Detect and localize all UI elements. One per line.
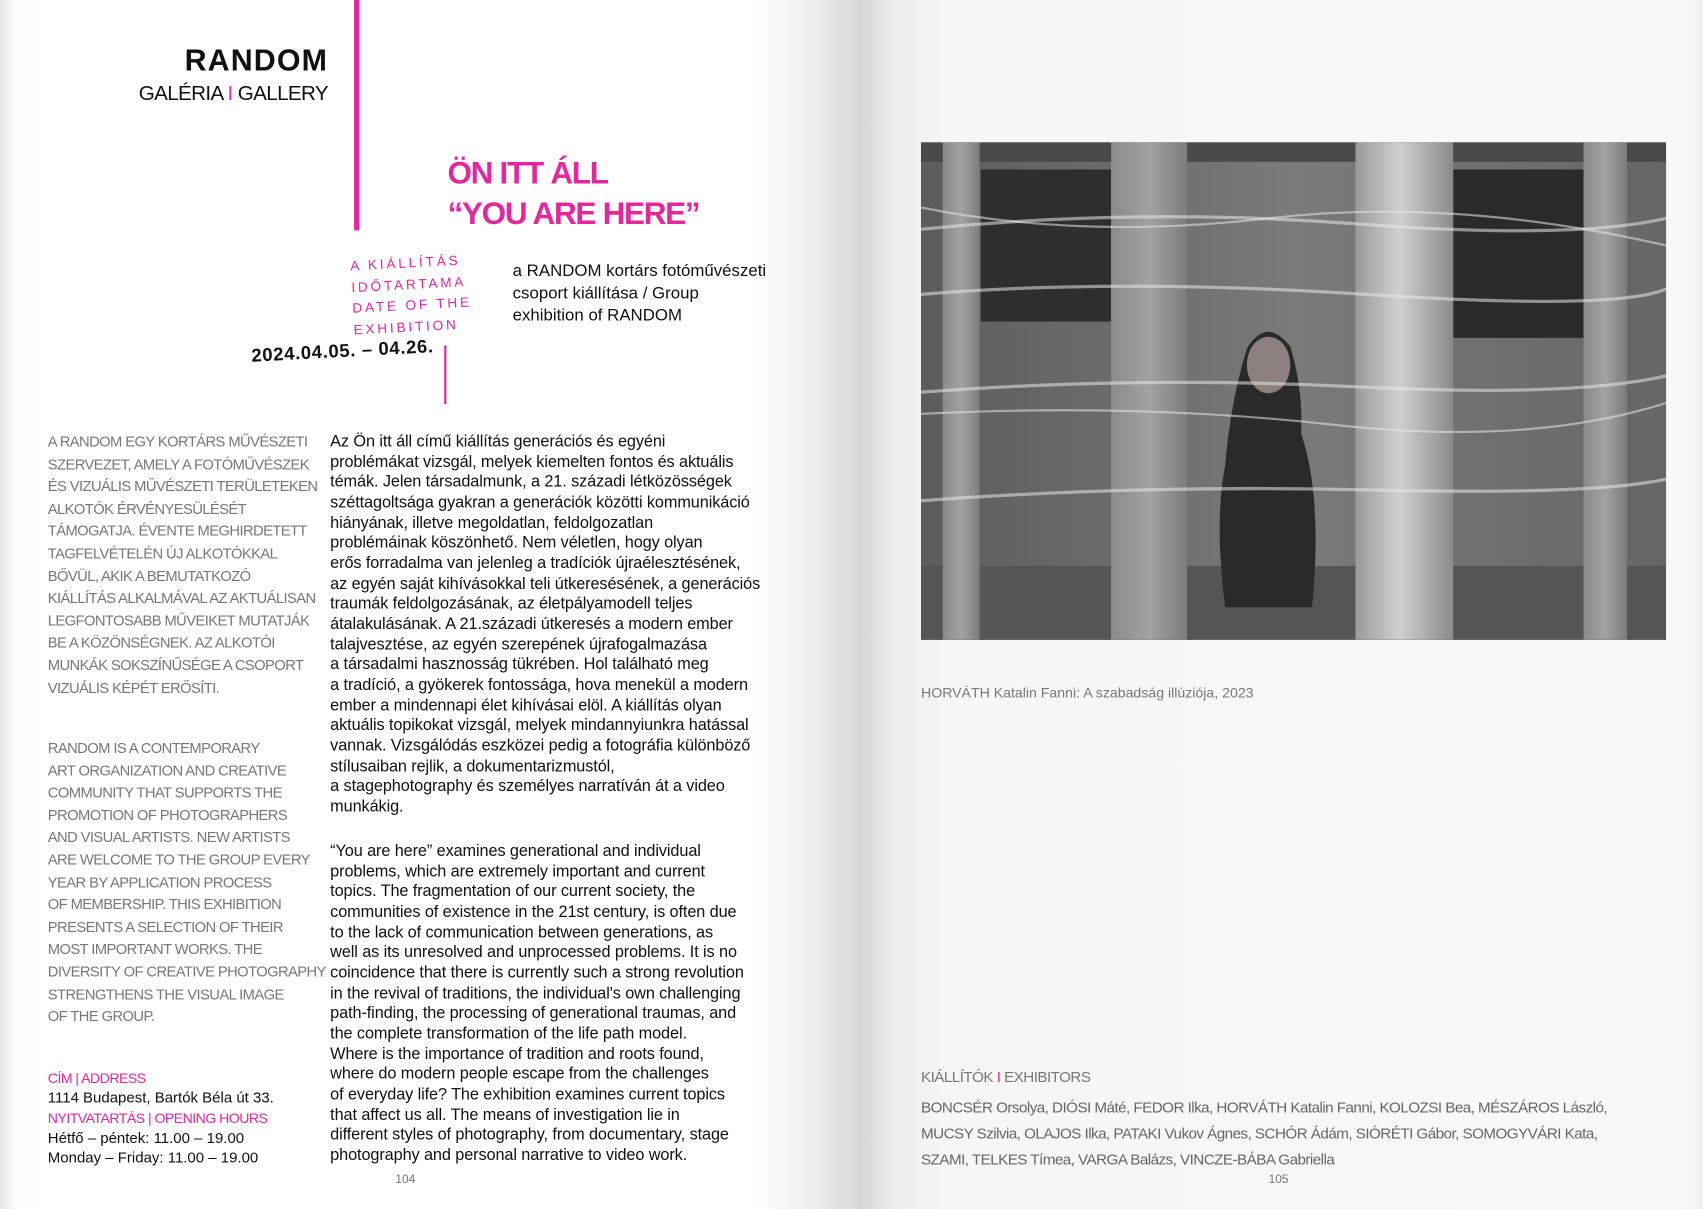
text-line: csoport kiállítása / Group — [512, 284, 699, 303]
body-en — [330, 842, 744, 1166]
text-line: PRESENTS A SELECTION OF THEIR — [47, 918, 283, 936]
text-line: átalakulásának. A 21.századi útkeresés a modern ember — [330, 614, 733, 634]
text-line: a RANDOM kortárs fotóművészeti — [512, 261, 767, 281]
separator: I — [227, 82, 233, 106]
text-line: aktuális topikokat vizsgál, melyek mindannyiunkra hatással — [330, 716, 749, 735]
text-line: erős forradalma van jelenleg a tradíciók újraélesztésének, — [330, 553, 741, 573]
text-line: problémákat vizsgál, melyek kiemelten fontos és aktuális — [330, 452, 734, 472]
text-line: IDŐTARTAMA — [350, 273, 467, 295]
separator: I — [996, 1067, 1001, 1086]
text-line: BONCSÉR Orsolya, DIÓSI Máté, FEDOR Ilka, HORVÁTH Katalin Fanni, KOLOZSI Bea, MÉSZÁROS László, — [921, 1098, 1608, 1116]
accent-bar — [354, 0, 359, 230]
text-line: TÁMOGATJA. ÉVENTE MEGHIRDETETT — [47, 522, 307, 540]
text-line: YEAR BY APPLICATION PROCESS — [47, 873, 272, 891]
text-line: path-finding, the processing of generational traumas, and — [330, 1004, 737, 1023]
text-line: TAGFELVÉTELÉN ÚJ ALKOTÓKKAL — [47, 545, 278, 562]
exhibitors-heading — [921, 1068, 1090, 1085]
text-line: Where is the importance of tradition and roots found, — [330, 1044, 704, 1064]
text-line: communities of existence in the 21st century, is often due — [330, 902, 737, 922]
brand-sub-hu: GALÉRIA — [138, 82, 223, 106]
exhibitors-list — [921, 1094, 1607, 1172]
hours-label: NYITVATARTÁS | OPENING HOURS — [47, 1109, 268, 1127]
exhibitors-label-en: EXHIBITORS — [1004, 1067, 1091, 1086]
text-line: coincidence that there is currently such a strong revolution — [330, 963, 744, 982]
text-line: MUNKÁK SOKSZÍNŰSÉGE A CSOPORT — [47, 657, 304, 674]
text-line: exhibition of RANDOM — [512, 306, 682, 325]
text-line: in the revival of traditions, the individual's own challenging — [330, 983, 741, 1003]
text-line: of everyday life? The exhibition examines current topics — [330, 1085, 725, 1104]
address-block — [48, 1069, 274, 1168]
text-line: MUCSY Szilvia, OLAJOS Ilka, PATAKI Vukov Ágnes, SCHÓR Ádám, SIÓRÉTI Gábor, SOMOGYVÁRI Kata, — [921, 1124, 1598, 1142]
text-line: stílusaiban rejlik, a dokumentarizmustól, — [330, 756, 615, 776]
about-hu — [48, 431, 318, 699]
text-line: ÉS VIZUÁLIS MŰVÉSZETI TERÜLETEKEN — [47, 478, 318, 495]
text-line: the complete transformation of the life path model. — [330, 1024, 687, 1043]
text-line: RANDOM IS A CONTEMPORARY — [47, 739, 260, 757]
text-line: széttagoltsága gyakran a generációk közötti kommunikáció — [330, 493, 750, 512]
text-line: talajvesztése, az egyén szerepének újrafogalmazása — [330, 635, 707, 654]
text-line: that affect us all. The means of investigation lie in — [330, 1105, 680, 1124]
photo-caption: HORVÁTH Katalin Fanni: A szabadság illúziója, 2023 — [921, 684, 1254, 701]
text-line: STRENGTHENS THE VISUAL IMAGE — [47, 985, 284, 1003]
text-line: VIZUÁLIS KÉPÉT ERŐSÍTI. — [47, 679, 220, 696]
text-line: SZAMI, TELKES Tímea, VARGA Balázs, VINCZE-BÁBA Gabriella — [921, 1150, 1335, 1168]
address-label: CÍM | ADDRESS — [47, 1070, 146, 1087]
text-line: problems, which are extremely important and current — [330, 862, 705, 881]
text-line: a tradíció, a gyökerek fontossága, hova menekül a modern — [330, 675, 748, 695]
body-hu — [330, 432, 760, 817]
about-en — [48, 738, 326, 1029]
title-hu: ÖN ITT ÁLL — [447, 156, 608, 192]
address-value: 1114 Budapest, Bartók Béla út 33. — [47, 1089, 274, 1107]
text-line: DATE OF THE — [352, 294, 473, 317]
text-line: a stagephotography és személyes narratíván át a video — [330, 776, 725, 796]
text-line: témák. Jelen társadalmunk, a 21. századi létközösségek — [330, 472, 732, 492]
accent-bar-small — [444, 345, 446, 404]
text-line: SZERVEZET, AMELY A FOTÓMŰVÉSZEK — [47, 455, 310, 473]
text-line: munkákig. — [330, 797, 404, 816]
page-number-left: 104 — [395, 1173, 416, 1187]
text-line: MOST IMPORTANT WORKS. THE — [47, 941, 263, 958]
text-line: traumák feldolgozásának, az életpályamodell teljes — [330, 594, 693, 613]
text-line: a társadalmi hasznosság tükrében. Hol található meg — [330, 655, 709, 674]
exhibitors-label-hu: KIÁLLÍTÓK — [921, 1067, 994, 1086]
photo-illustration — [921, 142, 1666, 640]
page-number-right: 105 — [1268, 1173, 1289, 1187]
text-line: AND VISUAL ARTISTS. NEW ARTISTS — [47, 829, 290, 846]
hours-en: Monday – Friday: 11.00 – 19.00 — [47, 1149, 259, 1166]
text-line: hiányának, illetve megoldatlan, feldolgozatlan — [330, 513, 654, 532]
text-line: ALKOTÓK ÉRVÉNYESÜLÉSÉT — [47, 500, 247, 517]
text-line: BE A KÖZÖNSÉGNEK. AZ ALKOTÓI — [47, 634, 275, 652]
hours-hu: Hétfő – péntek: 11.00 – 19.00 — [47, 1129, 245, 1146]
text-line: az egyén saját kihívásokkal teli útkeresésének, a generációs — [330, 574, 761, 593]
brand-subtitle — [130, 83, 328, 107]
text-line: different styles of photography, from documentary, stage — [330, 1125, 729, 1145]
text-line: A KIÁLLÍTÁS — [349, 252, 461, 274]
text-line: BŐVÜL, AKIK A BEMUTATKOZÓ — [47, 567, 251, 584]
text-line: where do modern people escape from the challenges — [330, 1064, 709, 1084]
text-line: LEGFONTOSABB MŰVEIKET MUTATJÁK — [47, 612, 310, 629]
text-line: “You are here” examines generational and individual — [330, 841, 701, 861]
text-line: ember a mindennapi élet kihívásai elöl. A kiállítás olyan — [330, 695, 722, 715]
text-line: topics. The fragmentation of our current society, the — [330, 882, 696, 901]
brand-name: RANDOM — [184, 43, 329, 78]
text-line: ART ORGANIZATION AND CREATIVE — [47, 762, 287, 779]
text-line: OF MEMBERSHIP. THIS EXHIBITION — [47, 896, 282, 913]
text-line: DIVERSITY OF CREATIVE PHOTOGRAPHY — [47, 963, 326, 980]
title-en: “YOU ARE HERE” — [447, 196, 700, 232]
text-line: well as its unresolved and unprocessed problems. It is no — [330, 943, 737, 962]
text-line: KIÁLLÍTÁS ALKALMÁVAL AZ AKTUÁLISAN — [47, 590, 316, 607]
text-line: vannak. Vizsgálódás eszközei pedig a fotográfia különböző — [330, 736, 751, 755]
text-line: EXHIBITION — [353, 316, 459, 338]
brand-sub-en: GALLERY — [237, 82, 329, 106]
text-line: ARE WELCOME TO THE GROUP EVERY — [47, 851, 310, 868]
intro-text — [513, 261, 767, 328]
text-line: Az Ön itt áll című kiállítás generációs és egyéni — [330, 432, 666, 451]
text-line: OF THE GROUP. — [47, 1008, 155, 1025]
text-line: problémáinak köszönhető. Nem véletlen, hogy olyan — [330, 533, 703, 553]
text-line: A RANDOM EGY KORTÁRS MŰVÉSZETI — [47, 433, 308, 450]
exhibition-date: 2024.04.05. – 04.26. — [250, 335, 435, 367]
text-line: photography and personal narrative to video work. — [330, 1145, 688, 1165]
text-line: COMMUNITY THAT SUPPORTS THE — [47, 784, 282, 801]
text-line: PROMOTION OF PHOTOGRAPHERS — [47, 806, 288, 824]
date-label — [350, 250, 474, 341]
exhibition-photo — [921, 142, 1666, 640]
text-line: to the lack of communication between generations, as — [330, 922, 714, 942]
